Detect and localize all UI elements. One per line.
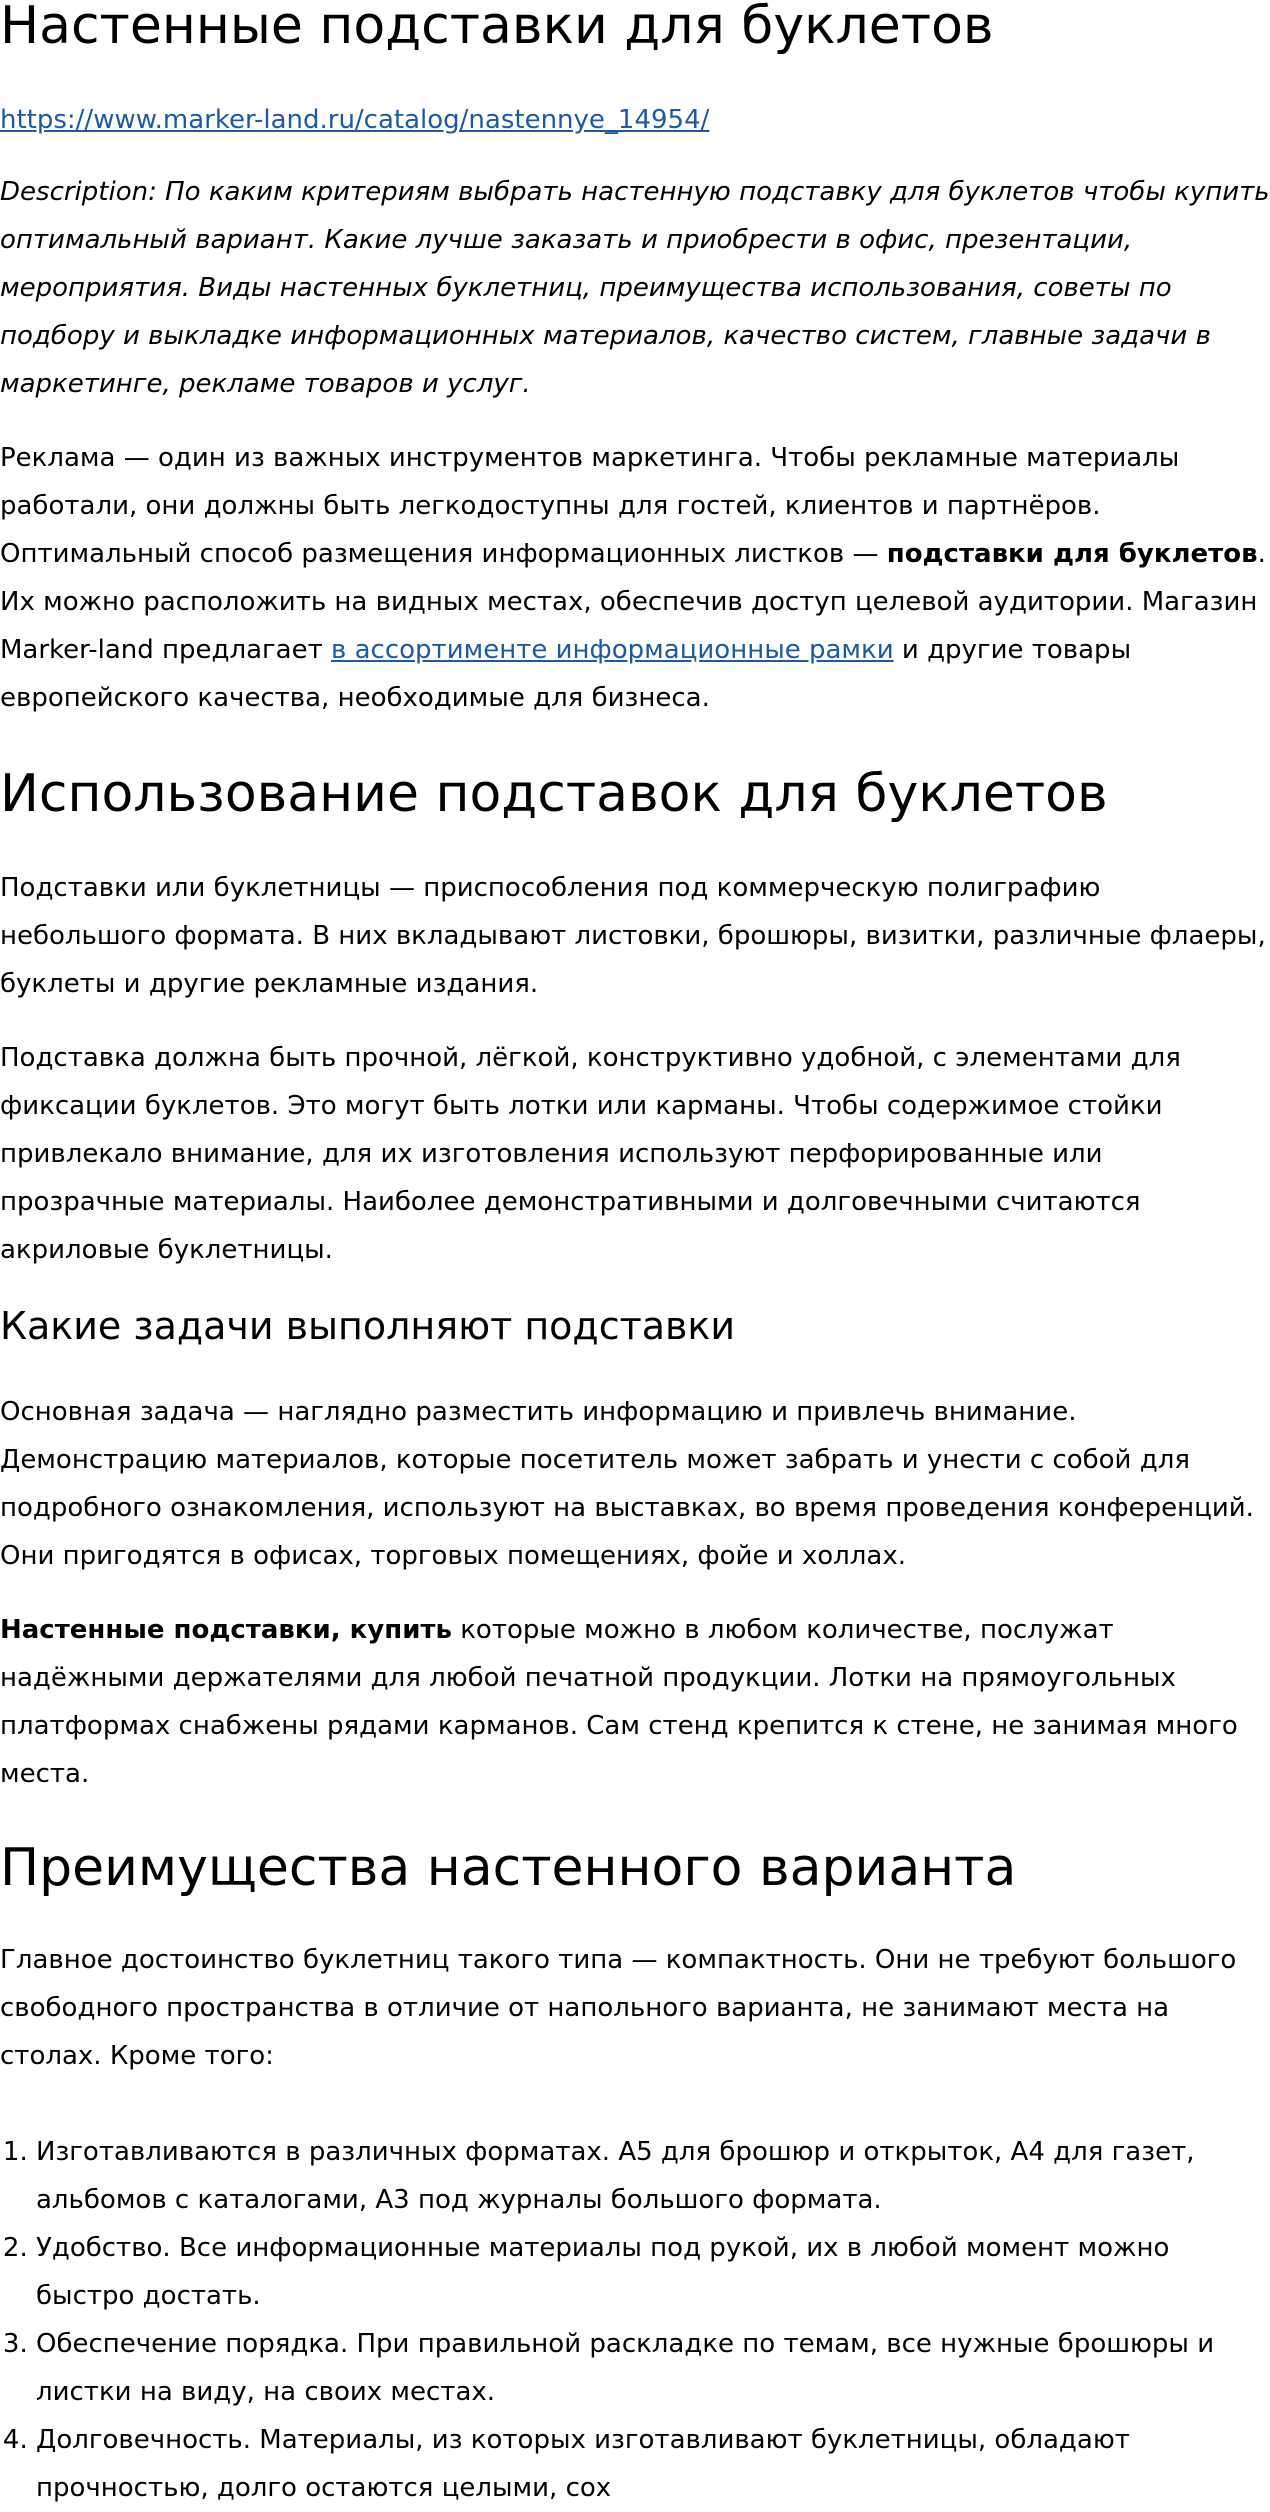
intro-text-3: и другие товары европейского качества, необходимые для бизнеса. xyxy=(0,635,1132,713)
assortment-link[interactable]: в ассортименте информационные рамки xyxy=(331,635,894,665)
tasks-text: которые можно в любом количестве, послужат надёжными держателями для любой печатной продукции. Лотки на прямоугольных платформах снабжены рядами карманов. Сам стенд крепится к стене, не занимая много места. xyxy=(0,1615,1238,1789)
tasks-paragraph-1: Основная задача — наглядно разместить информацию и привлечь внимание. Демонстрацию материалов, которые посетитель может забрать и унести с собой для подробного ознакомления, используют на выставках, во время проведения конференций. Они пригодятся в офисах, торговых помещениях, фойе и холлах. xyxy=(0,1397,1254,1571)
intro-bold-text: подставки для буклетов xyxy=(886,539,1258,569)
source-url-link[interactable]: https://www.marker-land.ru/catalog/nastennye_14954/ xyxy=(0,105,710,135)
usage-paragraph-2: Подставка должна быть прочной, лёгкой, конструктивно удобной, с элементами для фиксации буклетов. Это могут быть лотки или карманы. Чтобы содержимое стойки привлекало внимание, для их изготовления используют перфорированные или прозрачные материалы. Наиболее демонстративными и долговечными считаются акриловые буклетницы. xyxy=(0,1043,1181,1265)
intro-text-2: . Их можно расположить на видных местах, обеспечив доступ целевой аудитории. Магазин Marker-land предлагает xyxy=(0,539,1266,665)
list-item: 1. Изготавливаются в различных форматах. А5 для брошюр и открыток, А4 для газет, альбомов с каталогами, А3 под журналы большого формата. xyxy=(36,2128,1270,2224)
intro-paragraph xyxy=(0,434,1270,722)
advantages-list xyxy=(0,2128,1270,2512)
tasks-bold-text: Настенные подставки, купить xyxy=(0,1615,452,1645)
page-title: Настенные подставки для буклетов xyxy=(0,0,994,56)
section-heading-advantages: Преимущества настенного варианта xyxy=(0,1838,1017,1898)
description-paragraph: Description: По каким критериям выбрать настенную подставку для буклетов чтобы купить оптимальный вариант. Какие лучше заказать и приобрести в офис, презентации, мероприятия. Виды настенных буклетниц, преимущества использования, советы по подбору и выкладке информационных материалов, качество систем, главные задачи в маркетинге, рекламе товаров и услуг. xyxy=(0,177,1270,399)
list-item: 4. Долговечность. Материалы, из которых изготавливают буклетницы, обладают прочностью, долго остаются целыми, сох xyxy=(36,2416,1270,2512)
section-heading-usage: Использование подставок для буклетов xyxy=(0,764,1108,824)
list-item: 3. Обеспечение порядка. При правильной раскладке по темам, все нужные брошюры и листки на виду, на своих местах. xyxy=(36,2320,1270,2416)
tasks-paragraph-2 xyxy=(0,1606,1270,1798)
source-url-paragraph xyxy=(0,96,1270,144)
section-heading-tasks: Какие задачи выполняют подставки xyxy=(0,1304,736,1348)
list-item: 2. Удобство. Все информационные материалы под рукой, их в любой момент можно быстро достать. xyxy=(36,2224,1270,2320)
usage-paragraph-1: Подставки или буклетницы — приспособления под коммерческую полиграфию небольшого формата. В них вкладывают листовки, брошюры, визитки, различные флаеры, буклеты и другие рекламные издания. xyxy=(0,873,1266,999)
advantages-paragraph: Главное достоинство буклетниц такого типа — компактность. Они не требуют большого свободного пространства в отличие от напольного варианта, не занимают места на столах. Кроме того: xyxy=(0,1945,1237,2071)
intro-text-1: Реклама — один из важных инструментов маркетинга. Чтобы рекламные материалы работали, они должны быть легкодоступны для гостей, клиентов и партнёров. Оптимальный способ размещения информационных листков — xyxy=(0,443,1180,569)
